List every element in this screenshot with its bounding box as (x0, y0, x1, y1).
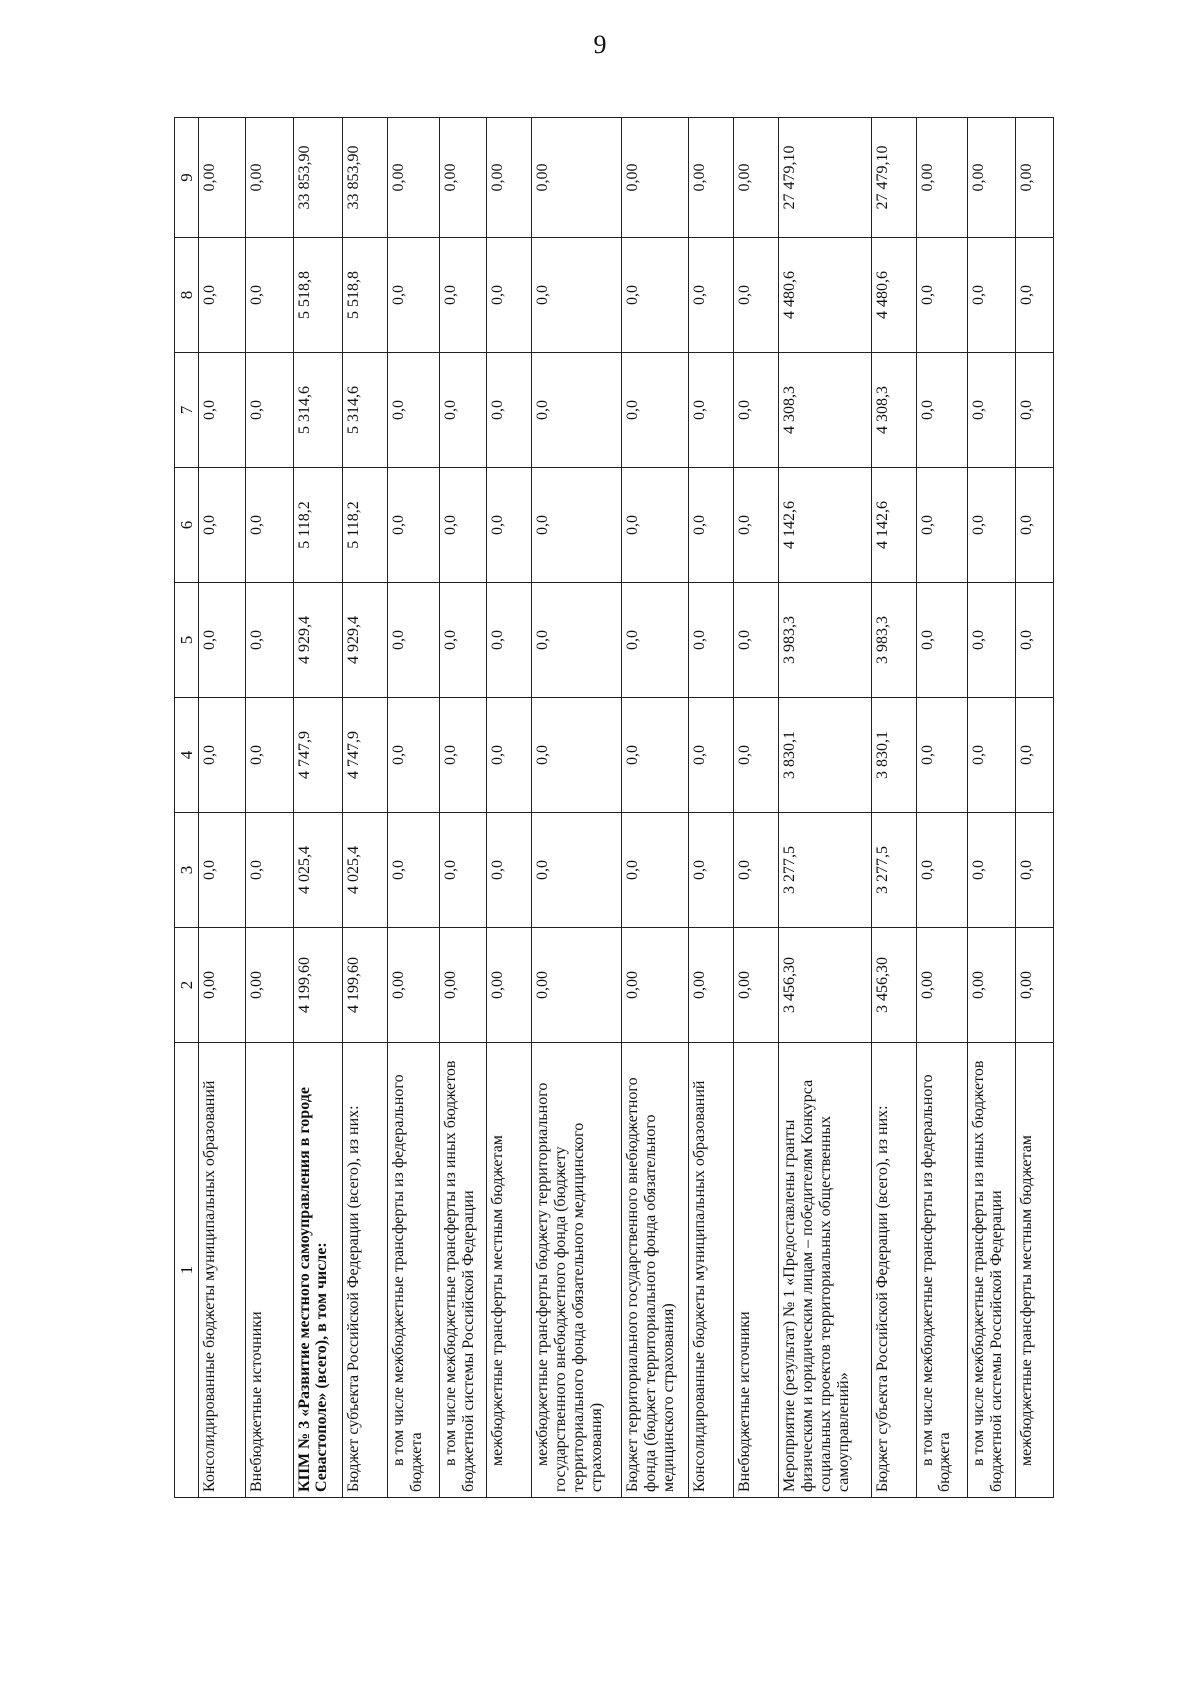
cell-col-4: 4 747,9 (342, 698, 387, 813)
cell-col-6: 0,0 (439, 468, 486, 583)
cell-col-4: 3 830,1 (779, 698, 871, 813)
cell-col-3: 0,0 (439, 813, 486, 928)
table-row (779, 118, 871, 1498)
cell-col-2: 0,00 (621, 928, 688, 1043)
table-row (1015, 118, 1053, 1498)
cell-col-3: 0,0 (486, 813, 531, 928)
cell-col-8: 0,0 (531, 238, 621, 353)
cell-col-6: 0,0 (916, 468, 968, 583)
cell-col-7: 5 314,6 (293, 353, 342, 468)
cell-col-5: 3 983,3 (779, 583, 871, 698)
table-row (968, 118, 1015, 1498)
column-header-5: 5 (175, 583, 199, 698)
cell-col-8: 4 480,6 (779, 238, 871, 353)
row-label: в том числе межбюджетные трансферты из федерального бюджета (916, 1043, 968, 1498)
cell-col-4: 0,0 (246, 698, 293, 813)
cell-col-7: 5 314,6 (342, 353, 387, 468)
cell-col-3: 4 025,4 (293, 813, 342, 928)
cell-col-4: 3 830,1 (871, 698, 916, 813)
cell-col-8: 0,0 (689, 238, 734, 353)
cell-col-6: 4 142,6 (871, 468, 916, 583)
cell-col-9: 0,00 (1015, 118, 1053, 238)
row-label: КПМ № 3 «Развитие местного самоуправления в городе Севастополе» (всего), в том числе: (293, 1043, 342, 1498)
cell-col-4: 0,0 (486, 698, 531, 813)
column-header-9: 9 (175, 118, 199, 238)
cell-col-5: 0,0 (531, 583, 621, 698)
cell-col-5: 0,0 (916, 583, 968, 698)
cell-col-5: 4 929,4 (293, 583, 342, 698)
row-label: в том числе межбюджетные трансферты из иных бюджетов бюджетной системы Российской Федерации (968, 1043, 1015, 1498)
row-label: Консолидированные бюджеты муниципальных образований (689, 1043, 734, 1498)
cell-col-5: 0,0 (734, 583, 779, 698)
row-label: Бюджет субъекта Российской Федерации (всего), из них: (871, 1043, 916, 1498)
cell-col-7: 0,0 (199, 353, 246, 468)
cell-col-7: 0,0 (439, 353, 486, 468)
cell-col-8: 0,0 (916, 238, 968, 353)
cell-col-2: 0,00 (1015, 928, 1053, 1043)
cell-col-3: 0,0 (734, 813, 779, 928)
cell-col-4: 0,0 (1015, 698, 1053, 813)
cell-col-8: 0,0 (246, 238, 293, 353)
column-header-6: 6 (175, 468, 199, 583)
cell-col-9: 33 853,90 (293, 118, 342, 238)
cell-col-8: 0,0 (486, 238, 531, 353)
cell-col-2: 0,00 (968, 928, 1015, 1043)
cell-col-4: 0,0 (968, 698, 1015, 813)
cell-col-9: 0,00 (689, 118, 734, 238)
cell-col-9: 0,00 (968, 118, 1015, 238)
cell-col-6: 4 142,6 (779, 468, 871, 583)
cell-col-2: 0,00 (387, 928, 439, 1043)
cell-col-8: 0,0 (439, 238, 486, 353)
cell-col-9: 0,00 (199, 118, 246, 238)
cell-col-2: 4 199,60 (293, 928, 342, 1043)
cell-col-4: 0,0 (689, 698, 734, 813)
row-label: Мероприятие (результат) № 1 «Предоставлены гранты физическим и юридическим лицам – победителям Конкурса социальных проектов территориальных общественных самоуправлений» (779, 1043, 871, 1498)
cell-col-5: 0,0 (439, 583, 486, 698)
cell-col-7: 0,0 (689, 353, 734, 468)
cell-col-2: 3 456,30 (871, 928, 916, 1043)
cell-col-6: 0,0 (387, 468, 439, 583)
cell-col-7: 0,0 (531, 353, 621, 468)
cell-col-5: 0,0 (968, 583, 1015, 698)
cell-col-6: 0,0 (486, 468, 531, 583)
cell-col-9: 0,00 (246, 118, 293, 238)
cell-col-9: 33 853,90 (342, 118, 387, 238)
budget-table (174, 117, 1054, 1498)
cell-col-5: 0,0 (1015, 583, 1053, 698)
cell-col-6: 0,0 (531, 468, 621, 583)
cell-col-2: 0,00 (486, 928, 531, 1043)
cell-col-3: 0,0 (531, 813, 621, 928)
cell-col-8: 0,0 (734, 238, 779, 353)
cell-col-8: 5 518,8 (293, 238, 342, 353)
table-row (387, 118, 439, 1498)
table-row (293, 118, 342, 1498)
cell-col-6: 0,0 (621, 468, 688, 583)
table-row (199, 118, 246, 1498)
cell-col-7: 0,0 (486, 353, 531, 468)
table-row (342, 118, 387, 1498)
cell-col-3: 0,0 (916, 813, 968, 928)
cell-col-6: 0,0 (734, 468, 779, 583)
table-row (439, 118, 486, 1498)
cell-col-5: 0,0 (689, 583, 734, 698)
cell-col-9: 0,00 (387, 118, 439, 238)
row-label: в том числе межбюджетные трансферты из иных бюджетов бюджетной системы Российской Федерации (439, 1043, 486, 1498)
cell-col-9: 0,00 (734, 118, 779, 238)
cell-col-7: 0,0 (1015, 353, 1053, 468)
cell-col-6: 5 118,2 (293, 468, 342, 583)
cell-col-2: 0,00 (199, 928, 246, 1043)
cell-col-5: 0,0 (246, 583, 293, 698)
cell-col-3: 0,0 (199, 813, 246, 928)
cell-col-5: 4 929,4 (342, 583, 387, 698)
cell-col-2: 0,00 (689, 928, 734, 1043)
row-label: межбюджетные трансферты местным бюджетам (1015, 1043, 1053, 1498)
cell-col-8: 0,0 (387, 238, 439, 353)
cell-col-6: 0,0 (968, 468, 1015, 583)
cell-col-4: 4 747,9 (293, 698, 342, 813)
cell-col-7: 4 308,3 (779, 353, 871, 468)
row-label: межбюджетные трансферты местным бюджетам (486, 1043, 531, 1498)
cell-col-8: 5 518,8 (342, 238, 387, 353)
rotated-table-container (174, 118, 1054, 1498)
cell-col-8: 0,0 (968, 238, 1015, 353)
page-number: 9 (593, 30, 607, 59)
cell-col-4: 0,0 (439, 698, 486, 813)
table-row (621, 118, 688, 1498)
table-row (916, 118, 968, 1498)
cell-col-6: 0,0 (246, 468, 293, 583)
cell-col-2: 0,00 (734, 928, 779, 1043)
cell-col-3: 3 277,5 (871, 813, 916, 928)
cell-col-9: 0,00 (621, 118, 688, 238)
column-header-3: 3 (175, 813, 199, 928)
column-header-4: 4 (175, 698, 199, 813)
table-wrapper (174, 118, 1054, 1498)
cell-col-7: 0,0 (916, 353, 968, 468)
cell-col-2: 0,00 (531, 928, 621, 1043)
row-label: Бюджет субъекта Российской Федерации (всего), из них: (342, 1043, 387, 1498)
cell-col-9: 0,00 (439, 118, 486, 238)
table-header-row (175, 118, 199, 1498)
cell-col-7: 0,0 (734, 353, 779, 468)
cell-col-9: 0,00 (531, 118, 621, 238)
cell-col-4: 0,0 (916, 698, 968, 813)
cell-col-9: 0,00 (916, 118, 968, 238)
row-label: Внебюджетные источники (734, 1043, 779, 1498)
row-label: Внебюджетные источники (246, 1043, 293, 1498)
row-label: межбюджетные трансферты бюджету территориального государственного внебюджетного фонда (бюджету территориального фонда обязательного медицинского страхования) (531, 1043, 621, 1498)
cell-col-3: 3 277,5 (779, 813, 871, 928)
cell-col-3: 0,0 (689, 813, 734, 928)
cell-col-3: 4 025,4 (342, 813, 387, 928)
cell-col-8: 0,0 (621, 238, 688, 353)
cell-col-5: 0,0 (486, 583, 531, 698)
cell-col-5: 0,0 (387, 583, 439, 698)
cell-col-5: 0,0 (199, 583, 246, 698)
cell-col-2: 3 456,30 (779, 928, 871, 1043)
table-body (199, 118, 1054, 1498)
cell-col-9: 27 479,10 (779, 118, 871, 238)
cell-col-2: 0,00 (916, 928, 968, 1043)
cell-col-3: 0,0 (246, 813, 293, 928)
cell-col-7: 4 308,3 (871, 353, 916, 468)
cell-col-5: 3 983,3 (871, 583, 916, 698)
table-row (486, 118, 531, 1498)
cell-col-8: 0,0 (199, 238, 246, 353)
cell-col-4: 0,0 (387, 698, 439, 813)
table-row (531, 118, 621, 1498)
cell-col-6: 5 118,2 (342, 468, 387, 583)
cell-col-6: 0,0 (199, 468, 246, 583)
column-header-1: 1 (175, 1043, 199, 1498)
cell-col-4: 0,0 (734, 698, 779, 813)
cell-col-2: 4 199,60 (342, 928, 387, 1043)
cell-col-3: 0,0 (1015, 813, 1053, 928)
cell-col-8: 0,0 (1015, 238, 1053, 353)
table-row (734, 118, 779, 1498)
cell-col-4: 0,0 (531, 698, 621, 813)
row-label: Бюджет территориального государственного внебюджетного фонда (бюджет территориального фонда обязательного медицинского страхования) (621, 1043, 688, 1498)
cell-col-7: 0,0 (968, 353, 1015, 468)
table-row (871, 118, 916, 1498)
cell-col-3: 0,0 (621, 813, 688, 928)
cell-col-7: 0,0 (621, 353, 688, 468)
cell-col-9: 27 479,10 (871, 118, 916, 238)
cell-col-4: 0,0 (621, 698, 688, 813)
cell-col-4: 0,0 (199, 698, 246, 813)
column-header-7: 7 (175, 353, 199, 468)
column-header-2: 2 (175, 928, 199, 1043)
table-row (689, 118, 734, 1498)
cell-col-6: 0,0 (689, 468, 734, 583)
column-header-8: 8 (175, 238, 199, 353)
row-label: Консолидированные бюджеты муниципальных образований (199, 1043, 246, 1498)
cell-col-7: 0,0 (387, 353, 439, 468)
cell-col-7: 0,0 (246, 353, 293, 468)
cell-col-2: 0,00 (439, 928, 486, 1043)
cell-col-9: 0,00 (486, 118, 531, 238)
row-label: в том числе межбюджетные трансферты из федерального бюджета (387, 1043, 439, 1498)
cell-col-2: 0,00 (246, 928, 293, 1043)
cell-col-5: 0,0 (621, 583, 688, 698)
table-row (246, 118, 293, 1498)
cell-col-3: 0,0 (968, 813, 1015, 928)
cell-col-3: 0,0 (387, 813, 439, 928)
cell-col-8: 4 480,6 (871, 238, 916, 353)
cell-col-6: 0,0 (1015, 468, 1053, 583)
